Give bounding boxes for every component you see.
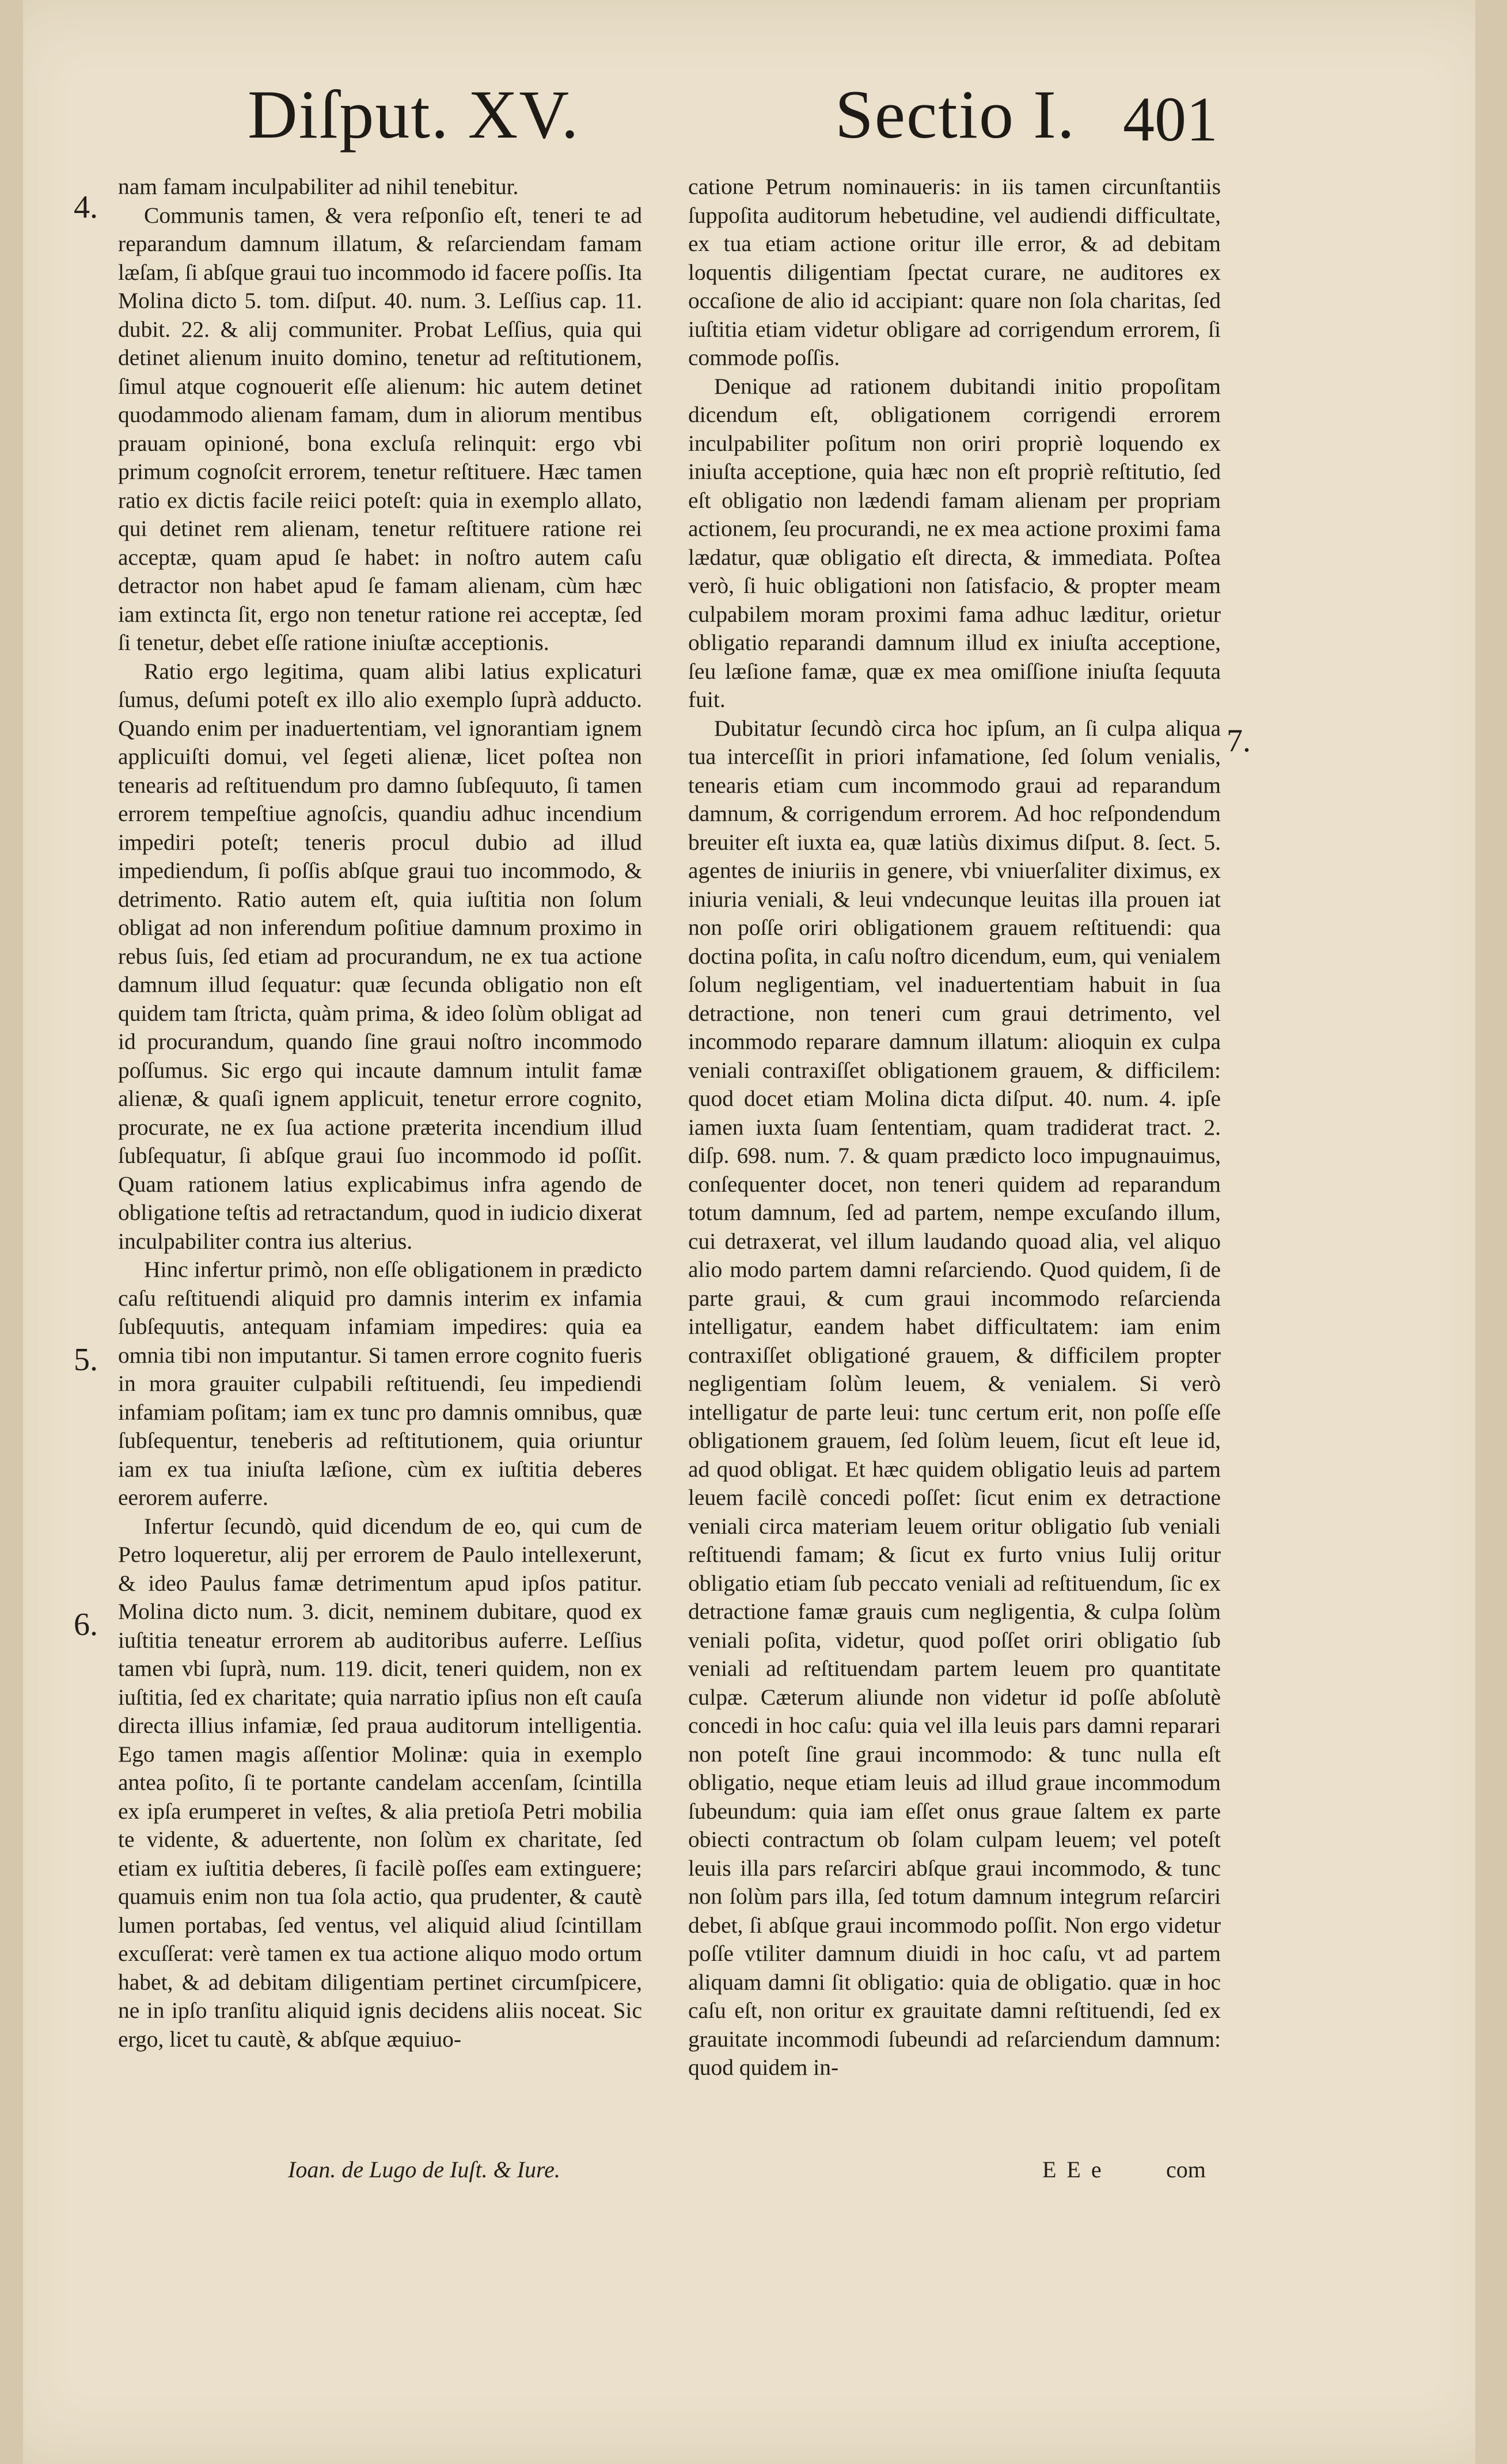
margin-number-5: 5. <box>74 1342 98 1378</box>
margin-number-7: 7. <box>1227 723 1251 759</box>
paragraph: Ratio ergo legitima, quam alibi latius explicaturi ſumus, deſumi poteſt ex illo alio exemplo ſuprà adducto. Quando enim per inaduertentiam, vel ignorantiam ignem applicuiſti domui, vel ſegeti alienæ, licet poſtea non tenearis ad reſtituendum pro damno ſubſequuto, ſi tamen errorem tempeſtiue agnoſcis, quandiu adhuc incendium impediri poteſt; teneris procul dubio ad illud impediendum, ſi poſſis abſque graui tuo incommodo, & detrimento. Ratio autem eſt, quia iuſtitia non ſolum obligat ad non inferendum poſitiue damnum proximo in rebus ſuis, ſed etiam ad procurandum, ne ex tua actione damnum illud ſequatur: quæ ſecunda obligatio non eſt quidem tam ſtricta, quàm prima, & ideo ſolùm obligat ad id procurandum, quando ſine graui noſtro incommodo poſſumus. Sic ergo qui incaute damnum intulit famæ alienæ, & quaſi ignem applicuit, tenetur errore cognito, procurate, ne ex ſua actione præterita incendium illud ſubſequatur, ſi abſque graui ſuo incommodo id poſſit. Quam rationem latius explicabimus infra agendo de obligatione teſtis ad retractandum, quod in iudicio dixerat inculpabiliter contra ius alterius. <box>118 658 642 1254</box>
page-number: 401 <box>1123 84 1218 154</box>
signature-mark: E E e <box>1042 2157 1104 2182</box>
header-disputation-title: Diſput. XV. <box>248 76 580 153</box>
paragraph: Hinc infertur primò, non eſſe obligationem in prædicto caſu reſtituendi aliquid pro damnis interim ex infamia ſubſequutis, antequam infamiam impedires: quia ea omnia tibi non imputantur. Si tamen errore cognito fueris in mora grauiter culpabili reſtituendi, ſeu impediendi infamiam poſitam; iam ex tunc pro damnis omnibus, quæ ſubſequentur, teneberis ad reſtitutionem, quia oriuntur iam ex tua iniuſta læſione, cùm ex iuſtitia deberes eerorem auferre. <box>118 1257 642 1510</box>
left-column <box>118 173 642 2054</box>
paragraph: Dubitatur ſecundò circa hoc ipſum, an ſi culpa aliqua tua interceſſit in priori infamatione, ſed ſolum venialis, tenearis etiam cum incommodo graui ad reparandum damnum, & corrigendum errorem. Ad hoc reſpondendum breuiter eſt iuxta ea, quæ latiùs diximus diſput. 8. ſect. 5. agentes de iniuriis in genere, vbi vniuerſaliter diximus, ex iniuria veniali, & leui vndecunque leuitas illa prouen iat non poſſe oriri obligationem grauem reſtituendi: qua doctina poſita, in caſu noſtro dicendum, eum, qui venialem ſolum negligentiam, vel inaduertentiam habuit in ſua detractione, non teneri cum graui detrimento, vel incommodo reparare damnum illatum: alioquin ex culpa veniali contraxiſſet obligationem grauem, & difficilem: quod docet etiam Molina dicta diſput. 40. num. 4. ipſe iamen iuxta ſuam ſententiam, quam tradiderat tract. 2. diſp. 698. num. 7. & quam prædicto loco impugnauimus, conſequenter docet, non teneri quidem ad reparandum totum damnum, ſed ad partem, nempe excuſando illum, cui detraxerat, vel illum laudando quoad alia, vel aliquo alio modo partem damni reſarciendo. Quod quidem, ſi de parte graui, & cum graui incommodo reſarcienda intelligatur, eandem habet difficultatem: iam enim contraxiſſet obligationé grauem, & difficilem propter negligentiam ſolùm leuem, & venialem. Si verò intelligatur de parte leui: tunc certum erit, non poſſe eſſe obligationem grauem, ſed ſolùm leuem, ſicut eſt leue id, ad quod obligat. Et hæc quidem obligatio leuis ad partem leuem facilè concedi poſſet: ſicut enim ex detractione veniali circa materiam leuem oritur obligatio ſub veniali reſtituendi famam; & ſicut ex furto vnius Iulij oritur obligatio etiam ſub peccato veniali ad reſtituendum, ſic ex detractione famæ grauis cum negligentia, & culpa ſolùm veniali poſita, videtur, quod poſſet oriri obligatio ſub veniali ad reſtituendam partem leuem pro quantitate culpæ. Cæterum aliunde non videtur id poſſe abſolutè concedi in hoc caſu: quia vel illa leuis pars damni reparari non poteſt ſine graui incommodo: & tunc nulla eſt obligatio, neque etiam leuis ad illud graue incommodum ſubeundum: quia iam eſſet onus graue ſaltem ex parte obiecti contractum ob ſolam culpam leuem; vel poteſt leuis illa pars reſarciri abſque graui incommodo, & tunc non ſolùm pars illa, ſed totum damnum integrum reſarciri debet, ſi abſque graui incommodo poſſit. Non ergo videtur poſſe vtiliter damnum diuidi in hoc caſu, vt ad partem aliquam damni ſit obligatio: quia de obligatio. quæ in hoc caſu eſt, non oritur ex grauitate damni reſtituendi, ſed ex grauitate incommodi ſubeundi ad reſarciendum damnum: quod quidem in- <box>688 715 1221 2080</box>
margin-number-6: 6. <box>74 1607 98 1642</box>
header-section-title: Sectio I. <box>835 76 1076 153</box>
paragraph: Infertur ſecundò, quid dicendum de eo, qui cum de Petro loqueretur, alij per errorem de Paulo intellexerunt, & ideo Paulus famæ detrimentum apud ipſos patitur. Molina dicto num. 3. dicit, neminem dubitare, quod ex iuſtitia teneatur errorem ab auditoribus auferre. Leſſius tamen vbi ſuprà, num. 119. dicit, teneri quidem, non ex iuſtitia, ſed ex charitate; quia narratio ipſius non eſt cauſa directa illius infamiæ, ſed praua auditorum intelligentia. Ego tamen magis aſſentior Molinæ: quia in exemplo antea poſito, ſi te portante candelam accenſam, ſcintilla ex ipſa erumperet in veſtes, & alia pretioſa Petri mobilia te vidente, & aduertente, non ſolùm ex charitate, ſed etiam ex iuſtitia deberes, ſi facilè poſſes eam extinguere; quamuis enim non tua ſola actio, qua prudenter, & cautè lumen portabas, ſed ventus, vel aliquid aliud ſcintillam excuſſerat: verè tamen ex tua actione aliquo modo ortum habet, & ad debitam diligentiam pertinet circumſpicere, ne in ipſo tranſitu aliquid ignis decidens aliis noceat. Sic ergo, licet tu cautè, & abſque æquiuo- <box>118 1513 642 2052</box>
running-footer-title: Ioan. de Lugo de Iuſt. & Iure. <box>288 2157 560 2182</box>
paragraph: Communis tamen, & vera reſponſio eſt, teneri te ad reparandum damnum illatum, & reſarciendam famam læſam, ſi abſque graui tuo incommodo id facere poſſis. Ita Molina dicto 5. tom. diſput. 40. num. 3. Leſſius cap. 11. dubit. 22. & alij communiter. Probat Leſſius, quia qui detinet alienum inuito domino, tenetur ad reſtitutionem, ſimul atque cognouerit eſſe alienum: hic autem detinet quodammodo alienam famam, dum in aliorum mentibus prauam opinioné, bona excluſa relinquit: ergo vbi primum cognoſcit errorem, tenetur reſtituere. Hæc tamen ratio ex dictis facile reiici poteſt: quia in exemplo allato, qui detinet rem alienam, tenetur reſtituere ratione rei acceptæ, quam apud ſe habet: in noſtro autem caſu detractor non habet apud ſe famam alienam, cùm hæc iam extincta ſit, ergo non tenetur ratione rei acceptæ, ſed ſi tenetur, debet eſſe ratione iniuſtæ acceptionis. <box>118 202 642 655</box>
paragraph: nam famam inculpabiliter ad nihil tenebitur. <box>118 174 519 199</box>
margin-number-4: 4. <box>74 189 98 225</box>
running-header <box>0 69 1507 161</box>
paragraph: Denique ad rationem dubitandi initio propoſitam dicendum eſt, obligationem corrigendi errorem inculpabiliter poſitum non oriri propriè loquendo ex iniuſta acceptione, quia hæc non eſt propriè reſtitutio, ſed eſt obligatio non lædendi famam alienam per propriam actionem, ſeu procurandi, ne ex mea actione proximi fama lædatur, quæ obligatio eſt directa, & immediata. Poſtea verò, ſi huic obligationi non ſatisfacio, & propter meam culpabilem moram proximi fama adhuc læditur, orietur obligatio reparandi damnum illud ex iniuſta acceptione, ſeu læſione famæ, quæ ex mea omiſſione iniuſta ſequuta fuit. <box>688 373 1221 712</box>
right-column <box>688 173 1221 2082</box>
catchword: com <box>1166 2157 1206 2182</box>
paragraph: catione Petrum nominaueris: in iis tamen circunſtantiis ſuppoſita auditorum hebetudine, vel audiendi difficultate, ex tua etiam actione oritur ille error, & ad debitam loquentis diligentiam ſpectat curare, ne auditores ex occaſione de alio id accipiant: quare non ſola charitas, ſed iuſtitia etiam videtur obligare ad corrigendum errorem, ſi commode poſſis. <box>688 174 1221 370</box>
page-edge-left <box>0 0 23 2464</box>
page-edge-right <box>1475 0 1507 2464</box>
